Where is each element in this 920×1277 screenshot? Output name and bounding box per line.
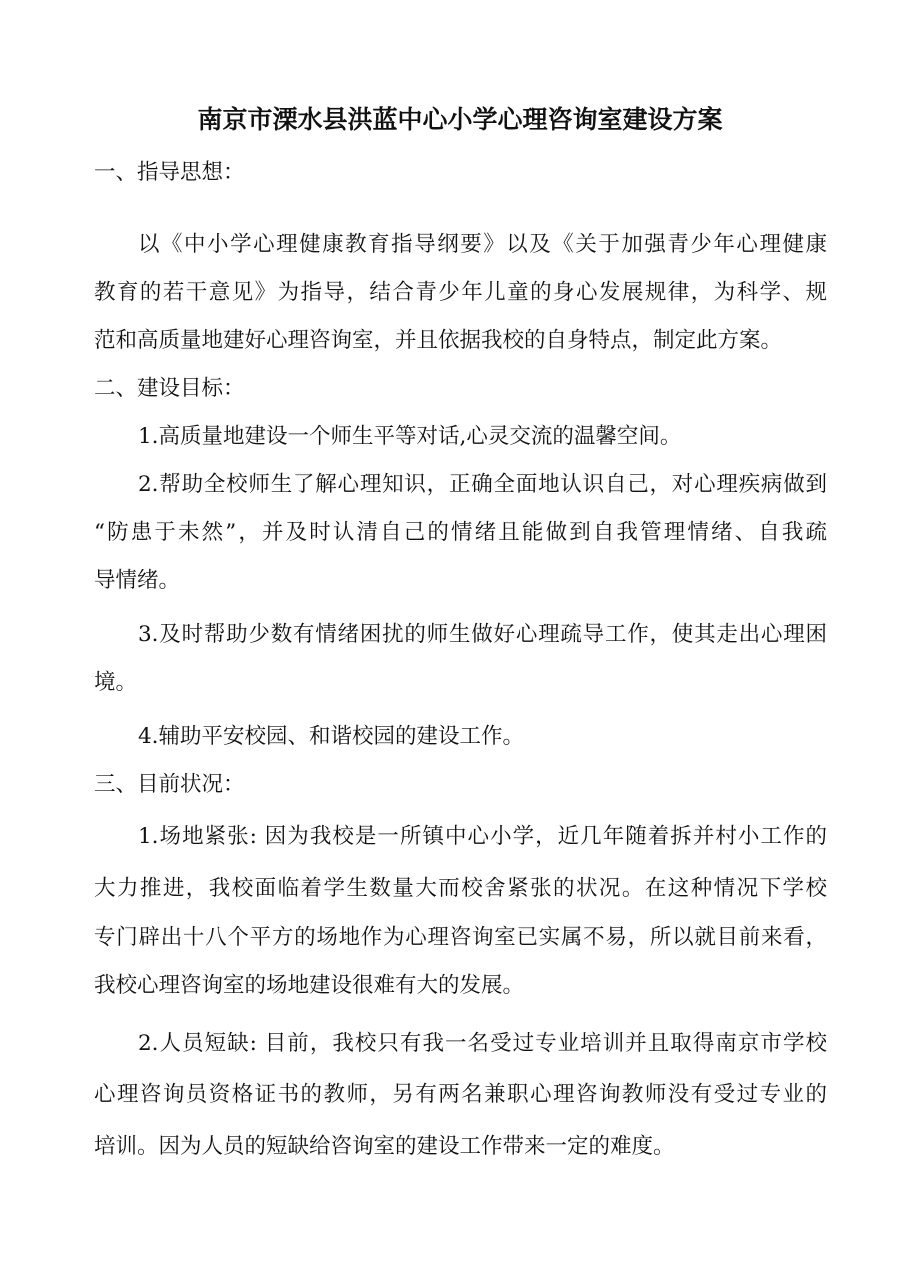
section-heading: 三、目前状况：	[94, 772, 245, 797]
paragraph-line: 专门辟出十八个平方的场地作为心理咨询室已实属不易，所以就目前来看，	[94, 925, 827, 950]
paragraph-line: 1.高质量地建设一个师生平等对话,心灵交流的温馨空间。	[138, 424, 682, 449]
paragraph-line: 大力推进，我校面临着学生数量大而校舍紧张的状况。在这种情况下学校	[94, 876, 827, 901]
section-heading: 二、建设目标：	[94, 376, 245, 401]
paragraph-line: 1.场地紧张: 因为我校是一所镇中心小学，近几年随着拆并村小工作的	[138, 824, 827, 849]
paragraph-line: 心理咨询员资格证书的教师，另有两名兼职心理咨询教师没有受过专业的	[94, 1082, 827, 1107]
paragraph-line: 以《中小学心理健康教育指导纲要》以及《关于加强青少年心理健康	[138, 232, 827, 257]
paragraph-line: 境。	[94, 670, 138, 695]
paragraph-line: 4.辅助平安校园、和谐校园的建设工作。	[138, 724, 525, 749]
document-title: 南京市溧水县洪蓝中心小学心理咨询室建设方案	[197, 105, 723, 134]
paragraph-line: 我校心理咨询室的场地建设很难有大的发展。	[94, 973, 525, 998]
paragraph-line: “防患于未然”，并及时认清自己的情绪且能做到自我管理情绪、自我疏	[94, 520, 827, 545]
section-heading: 一、指导思想：	[94, 160, 245, 185]
paragraph-line: 2.帮助全校师生了解心理知识，正确全面地认识自己，对心理疾病做到	[138, 472, 827, 497]
paragraph-line: 教育的若干意见》为指导，结合青少年儿童的身心发展规律，为科学、规	[94, 280, 827, 305]
paragraph-line: 2.人员短缺: 目前，我校只有我一名受过专业培训并且取得南京市学校	[138, 1031, 827, 1056]
paragraph-line: 3.及时帮助少数有情绪困扰的师生做好心理疏导工作，使其走出心理困	[138, 622, 827, 647]
paragraph-line: 范和高质量地建好心理咨询室，并且依据我校的自身特点，制定此方案。	[94, 328, 783, 353]
paragraph-line: 导情绪。	[94, 568, 181, 593]
paragraph-line: 培训。因为人员的短缺给咨询室的建设工作带来一定的难度。	[94, 1134, 675, 1159]
